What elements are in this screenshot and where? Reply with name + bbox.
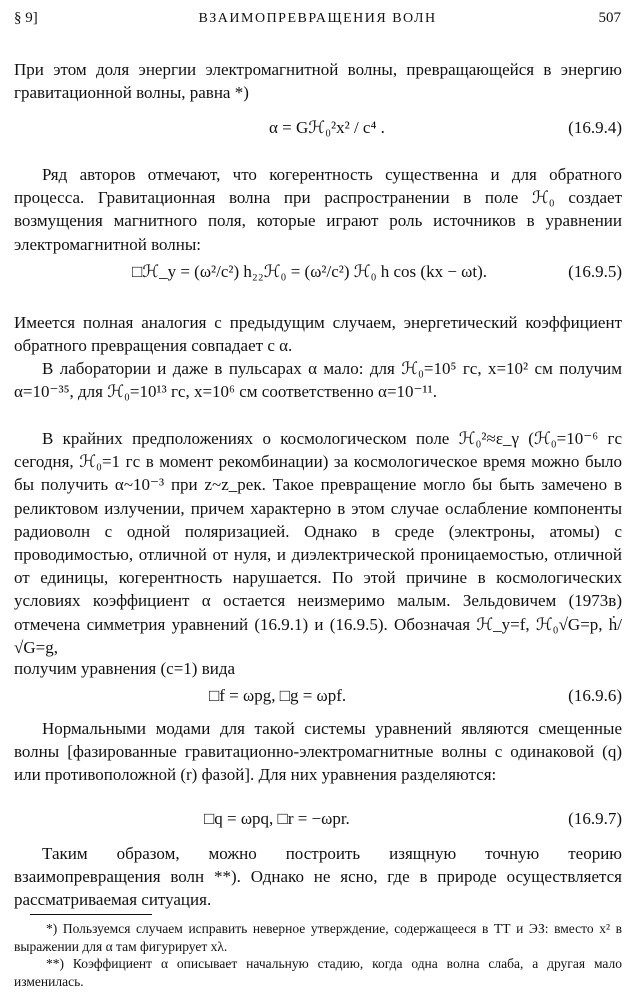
equation-formula: □f = ωpg, □g = ωpf. xyxy=(209,686,347,705)
equation-formula: □ℋ_y = (ω²/c²) h₂₂ℋ₀ = (ω²/c²) ℋ₀ h cos (kx − ωt). xyxy=(132,262,487,281)
section-number: § 9] xyxy=(14,10,38,26)
equation-16-9-7 xyxy=(14,809,622,839)
equation-formula: α = Gℋ₀²x² / c⁴ . xyxy=(269,118,385,137)
equation-number: (16.9.4) xyxy=(568,118,622,137)
equation-number: (16.9.5) xyxy=(568,262,622,281)
page-header xyxy=(14,10,621,34)
footnote-2: **) Коэффициент α описывает начальную стадию, когда одна волна слаба, а другая мало изменилась. xyxy=(14,956,622,989)
equation-number: (16.9.7) xyxy=(568,809,622,828)
paragraph-5: В крайних предположениях о космологическом поле ℋ₀²≈ε_γ (ℋ₀=10⁻⁶ гс сегодня, ℋ₀=1 гс в момент рекомбинации) за космологическое время можно было бы получить α~10⁻³ при z~z_рек. Такое превращение могло бы быть замечено в реликтовом излучении, причем характерно в этом случае ослабление компоненты радиоволн с одной поляризацией. Однако в среде (электроны, атомы) с проводимостью, отличной от нуля, и диэлектрической проницаемостью, отличной от единицы, когерентность нарушается. По этой причине в космологических условиях коэффициент α остается неизмеримо малым. Зельдовичем (1973в) отмечена симметрия уравнений (16.9.1) и (16.9.5). Обозначая ℋ_y=f, ℋ₀√G=p, ḣ/√G=g, xyxy=(14,429,622,657)
paragraph-6: получим уравнения (c=1) вида xyxy=(14,659,236,678)
footnotes xyxy=(14,920,622,990)
page-number: 507 xyxy=(598,10,621,26)
equation-formula: □q = ωpq, □r = −ωpr. xyxy=(204,809,350,828)
paragraph-4: В лаборатории и даже в пульсарах α мало: для ℋ₀=10⁵ гс, x=10² см получим α=10⁻³⁵, для ℋ₀=10¹³ гс, x=10⁶ см соответственно α=10⁻¹¹. xyxy=(14,359,622,402)
running-title: ВЗАИМОПРЕВРАЩЕНИЯ ВОЛН xyxy=(198,11,437,26)
equation-16-9-4 xyxy=(14,118,622,148)
paragraph-3: Имеется полная аналогия с предыдущим случаем, энергетический коэффициент обратного превращения совпадает с α. xyxy=(14,313,622,356)
paragraph-7: Нормальными модами для такой системы уравнений являются смещенные волны [фазированные гравитационно-электромагнитные волны с одинаковой (q) или противоположной (r) фазой]. Для них уравнения разделяются: xyxy=(14,719,622,785)
paragraph-8: Таким образом, можно построить изящную точную теорию взаимопревращения волн **). Однако не ясно, где в природе осуществляется рассматриваемая ситуация. xyxy=(14,844,622,910)
equation-16-9-5 xyxy=(14,262,622,292)
paragraph-1: При этом доля энергии электромагнитной волны, превращающейся в энергию гравитационной волны, равна *) xyxy=(14,60,622,103)
footnote-1: *) Пользуемся случаем исправить неверное утверждение, содержащееся в ТТ и ЭЗ: вместо x² в выражении для α там фигурирует xλ. xyxy=(14,921,622,954)
footnote-divider xyxy=(30,914,152,915)
equation-number: (16.9.6) xyxy=(568,686,622,705)
paragraph-2: Ряд авторов отмечают, что когерентность существенна и для обратного процесса. Гравитационная волна при распространении в поле ℋ₀ создает возмущения магнитного поля, которые играют роль источников в уравнении электромагнитной волны: xyxy=(14,165,622,254)
equation-16-9-6 xyxy=(14,686,622,716)
